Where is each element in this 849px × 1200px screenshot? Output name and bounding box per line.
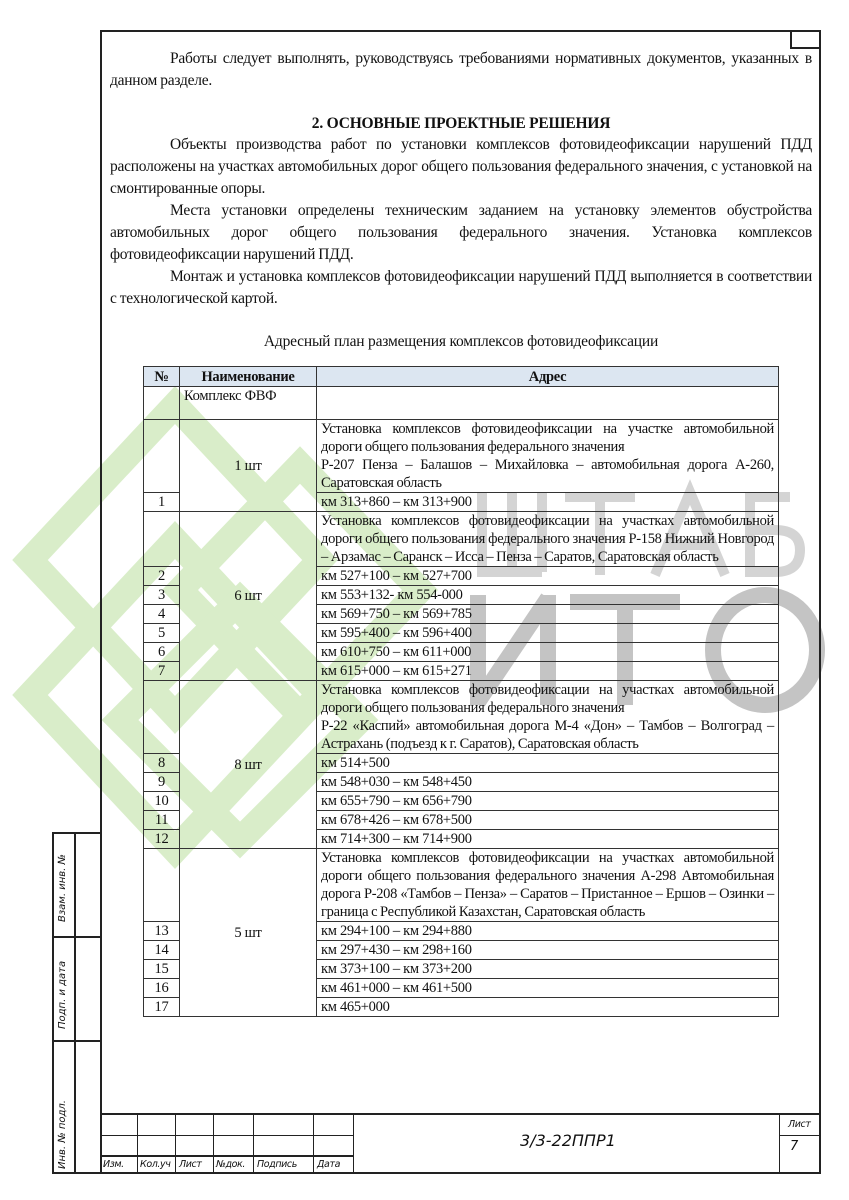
row-address: км 595+400 – км 596+400 — [317, 624, 779, 643]
road-description — [317, 512, 779, 567]
header-name: Наименование — [180, 367, 317, 387]
road-description — [317, 849, 779, 922]
document-code: 3/3-22ППР1 — [520, 1131, 616, 1150]
row-number: 7 — [144, 662, 180, 681]
row-number: 14 — [144, 941, 180, 960]
complex-label: Комплекс ФВФ — [180, 387, 317, 420]
row-number: 5 — [144, 624, 180, 643]
row-number: 3 — [144, 586, 180, 605]
page-content — [110, 48, 812, 1017]
row-address: км 465+000 — [317, 998, 779, 1017]
table-caption: Адресный план размещения комплексов фотовидеофиксации — [263, 333, 659, 350]
row-address: км 553+132- км 554-000 — [317, 586, 779, 605]
row-number: 13 — [144, 922, 180, 941]
title-block — [100, 1113, 821, 1174]
row-number: 2 — [144, 567, 180, 586]
row-number: 16 — [144, 979, 180, 998]
row-number: 17 — [144, 998, 180, 1017]
header-number: № — [144, 367, 180, 387]
sheet-label: Лист — [788, 1119, 811, 1130]
table-row-description — [144, 681, 779, 754]
section-title: 2. ОСНОВНЫЕ ПРОЕКТНЫЕ РЕШЕНИЯ — [311, 115, 611, 132]
row-address: км 548+030 – км 548+450 — [317, 773, 779, 792]
side-label: Инв. № подл. — [57, 1100, 68, 1169]
table-row-description — [144, 420, 779, 493]
side-label: Взам. инв. № — [57, 854, 68, 922]
row-address: км 714+300 – км 714+900 — [317, 830, 779, 849]
row-address: км 313+860 – км 313+900 — [317, 493, 779, 512]
description-line: Р-207 Пенза – Балашов – Михайловка – автомобильная дорога А-260, Саратовская область — [321, 457, 774, 491]
quantity-cell: 1 шт — [180, 420, 317, 512]
road-description — [317, 420, 779, 493]
header-address: Адрес — [317, 367, 779, 387]
row-address: км 615+000 – км 615+271 — [317, 662, 779, 681]
frame-corner-box — [790, 30, 821, 49]
body-text — [110, 134, 812, 310]
row-number: 15 — [144, 960, 180, 979]
description-line: Установка комплексов фотовидеофиксации на участке автомобильной дороги общего пользования федерального значения — [321, 421, 774, 455]
description-line: Установка комплексов фотовидеофиксации на участках автомобильной дороги общего пользования федерального значения — [321, 682, 774, 716]
road-description — [317, 681, 779, 754]
row-number: 10 — [144, 792, 180, 811]
row-address: км 373+100 – км 373+200 — [317, 960, 779, 979]
row-number: 9 — [144, 773, 180, 792]
row-address: км 610+750 – км 611+000 — [317, 643, 779, 662]
row-address: км 461+000 – км 461+500 — [317, 979, 779, 998]
address-table — [143, 366, 779, 1017]
stamp-col-label: Изм. — [103, 1159, 124, 1170]
paragraph: Монтаж и установка комплексов фотовидеофиксации нарушений ПДД выполняется в соответствии с технологической картой. — [110, 268, 812, 307]
stamp-col-label: Подпись — [257, 1159, 297, 1170]
quantity-cell: 8 шт — [180, 681, 317, 849]
stamp-col-label: №док. — [216, 1159, 246, 1170]
stamp-col-label: Кол.уч — [140, 1159, 171, 1170]
row-address: км 678+426 – км 678+500 — [317, 811, 779, 830]
table-row-description — [144, 512, 779, 567]
intro-paragraph: Работы следует выполнять, руководствуясь требованиями нормативных документов, указанных в данном разделе. — [110, 50, 812, 89]
side-label: Подп. и дата — [57, 960, 68, 1029]
row-address: км 294+100 – км 294+880 — [317, 922, 779, 941]
row-number: 1 — [144, 493, 180, 512]
sheet-number: 7 — [790, 1139, 799, 1154]
row-address: км 514+500 — [317, 754, 779, 773]
table-row-description — [144, 849, 779, 922]
row-address: км 297+430 – км 298+160 — [317, 941, 779, 960]
stamp-col-label: Лист — [179, 1159, 202, 1170]
row-address: км 569+750 – км 569+785 — [317, 605, 779, 624]
quantity-cell: 6 шт — [180, 512, 317, 681]
paragraph: Объекты производства работ по установки комплексов фотовидеофиксации нарушений ПДД расположены на участках автомобильных дорог общего пользования федерального значения, с установкой на смонтированные опоры. — [110, 136, 812, 197]
row-address: км 655+790 – км 656+790 — [317, 792, 779, 811]
side-stamp — [52, 832, 100, 1174]
paragraph: Места установки определены техническим заданием на установку элементов обустройства автомобильных дорог общего пользования федерального значения. Установка комплексов фотовидеофиксации нарушений ПДД. — [110, 202, 812, 263]
quantity-cell: 5 шт — [180, 849, 317, 1017]
description-line: Р-22 «Каспий» автомобильная дорога М-4 «Дон» – Тамбов – Волгоград – Астрахань (подъезд к г. Саратов), Саратовская область — [321, 718, 774, 752]
description-line: Установка комплексов фотовидеофиксации на участках автомобильной дороги общего пользования федерального значения А-298 Автомобильная дорога Р-208 «Тамбов – Пенза» – Саратов – Пристанное – Ершов – Озинки – граница с Республикой Казахстан, Саратовская область — [321, 850, 774, 920]
row-number: 6 — [144, 643, 180, 662]
stamp-col-label: Дата — [317, 1159, 340, 1170]
row-number: 12 — [144, 830, 180, 849]
row-number: 8 — [144, 754, 180, 773]
row-address: км 527+100 – км 527+700 — [317, 567, 779, 586]
row-number: 11 — [144, 811, 180, 830]
description-line: Установка комплексов фотовидеофиксации на участках автомобильной дороги общего пользования федерального значения Р-158 Нижний Новгород – Арзамас – Саранск – Исса – Пенза – Саратов, Саратовская область — [321, 513, 774, 565]
row-number: 4 — [144, 605, 180, 624]
